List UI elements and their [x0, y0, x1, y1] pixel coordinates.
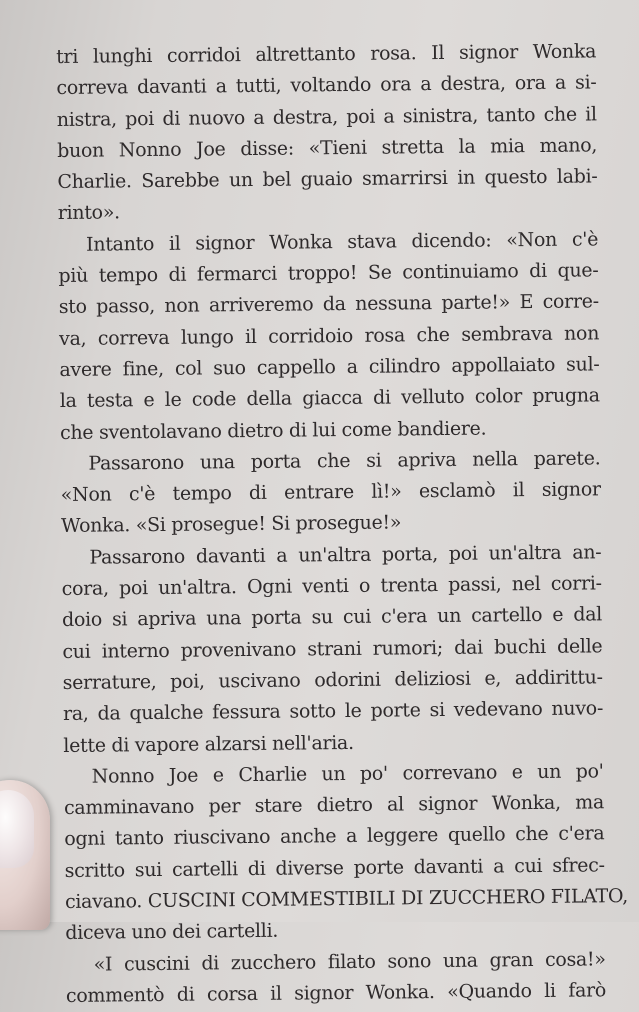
- fingernail-photo-artifact: [0, 790, 34, 868]
- text-line: doio si apriva una porta su cui c'era un cartello e dal: [61, 603, 603, 632]
- text-line: Charlie. Sarebbe un bel guaio smarrirsi in questo labi-: [57, 165, 598, 194]
- text-line: Nonno Joe e Charlie un po' correvano e un po': [91, 760, 604, 788]
- text-line: ra, da qualche fessura sotto le porte si vedevano nuvo-: [62, 697, 604, 726]
- text-line: commentò di corsa il signor Wonka. «Quando li farò: [65, 979, 607, 1007]
- text-line: Wonka. «Si prosegue! Si prosegue!»: [60, 511, 402, 538]
- text-line: la testa e le code della giacca di velluto color prugna: [59, 384, 600, 413]
- text-line: nistra, poi di nuovo a destra, poi a sinistra, tanto che il: [56, 102, 597, 131]
- text-line: correva davanti a tutti, voltando ora a destra, ora a si-: [56, 71, 597, 100]
- text-line: tri lunghi corridoi altrettanto rosa. Il signor Wonka: [56, 40, 597, 68]
- text-line: va, correva lungo il corridoio rosa che sembrava non: [58, 322, 600, 350]
- text-line: Passarono davanti a un'altra porta, poi un'altra an-: [89, 541, 602, 569]
- text-line: «I cuscini di zucchero filato sono una gran cosa!»: [93, 947, 606, 976]
- text-line: Passarono una porta che si apriva nella parete.: [88, 447, 601, 475]
- text-line: più tempo di fermarci troppo! Se continuiamo di que-: [58, 259, 599, 288]
- text-line: sto passo, non arriveremo da nessuna parte!» E corre-: [58, 290, 599, 319]
- text-line: Intanto il signor Wonka stava dicendo: «Non c'è: [86, 228, 599, 256]
- text-line: lette di vapore alzarsi nell'aria.: [63, 731, 354, 757]
- text-line: cora, poi un'altra. Ogni venti o trenta passi, nel corri-: [61, 572, 602, 601]
- text-line: che sventolavano dietro di lui come bandiere.: [59, 417, 487, 444]
- text-line: ciavano. CUSCINI COMMESTIBILI DI ZUCCHERO FILATO,: [64, 885, 629, 913]
- text-line: avere fine, col suo cappello a cilindro appollaiato sul-: [59, 353, 600, 381]
- text-line: buon Nonno Joe disse: «Tieni stretta la mia mano,: [57, 134, 598, 162]
- text-line: ogni tanto riuscivano anche a leggere quello che c'era: [64, 822, 605, 851]
- text-line: rinto».: [57, 201, 120, 225]
- text-line: camminavano per stare dietro al signor Wonka, ma: [63, 791, 605, 820]
- text-line: serrature, poi, uscivano odorini deliziosi e, addirittu-: [62, 666, 603, 694]
- text-line: diceva uno dei cartelli.: [65, 920, 279, 945]
- text-line: «Non c'è tempo di entrare lì!» esclamò il signor: [60, 478, 601, 507]
- text-line: scritto sui cartelli di diverse porte davanti a cui sfrec-: [64, 854, 605, 882]
- text-line: cui interno provenivano strani rumori; dai buchi delle: [62, 634, 603, 663]
- book-page: [56, 36, 629, 1012]
